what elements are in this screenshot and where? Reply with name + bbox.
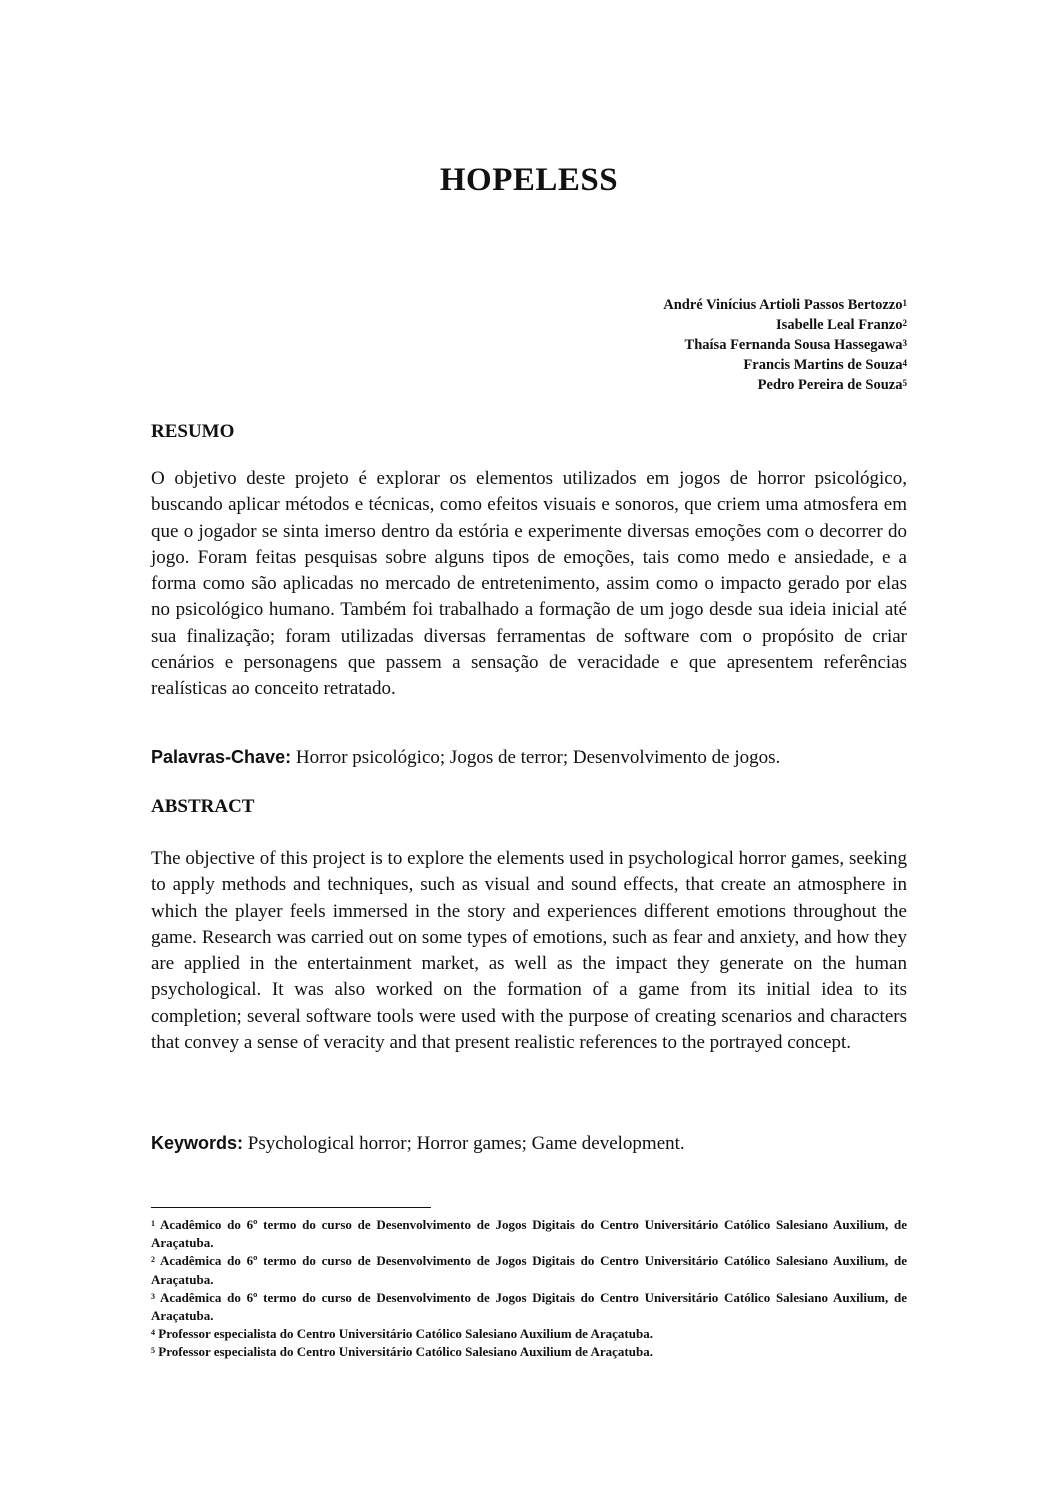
abstract-heading: ABSTRACT <box>151 796 255 817</box>
footnote-text: Acadêmico do 6º termo do curso de Desenvolvimento de Jogos Digitais do Centro Universitário Católico Salesiano Auxilium, de Araçatuba. <box>151 1217 907 1251</box>
footnote-number: 3 <box>151 1291 155 1301</box>
author-line <box>663 315 907 335</box>
abstract-keywords <box>151 1130 907 1157</box>
paper-title: HOPELESS <box>439 162 619 198</box>
footnote-number: 1 <box>151 1219 155 1228</box>
keywords-text: Psychological horror; Horror games; Game development. <box>243 1133 685 1154</box>
resumo-heading: RESUMO <box>151 421 235 442</box>
footnote-text: Acadêmica do 6º termo do curso de Desenvolvimento de Jogos Digitais do Centro Universitário Católico Salesiano Auxilium, de Araçatuba. <box>151 1253 907 1287</box>
footnote-separator <box>151 1207 431 1208</box>
footnote <box>151 1252 907 1288</box>
footnote <box>151 1289 907 1325</box>
author-name: Thaísa Fernanda Sousa Hassegawa <box>684 337 903 353</box>
author-footnote-ref: 1 <box>902 298 907 308</box>
keywords-label: Palavras-Chave: <box>151 747 292 767</box>
footnote <box>151 1216 907 1252</box>
author-name: Isabelle Leal Franzo <box>776 317 903 333</box>
footnote <box>151 1325 907 1343</box>
resumo-keywords <box>151 744 907 771</box>
author-footnote-ref: 4 <box>902 358 907 368</box>
author-line <box>663 375 907 395</box>
author-name: André Vinícius Artioli Passos Bertozzo <box>663 297 903 313</box>
footnote-number: 4 <box>151 1328 155 1338</box>
author-list <box>663 295 907 395</box>
footnote-text: Professor especialista do Centro Universitário Católico Salesiano Auxilium de Araçatuba. <box>155 1344 653 1360</box>
keywords-text: Horror psicológico; Jogos de terror; Desenvolvimento de jogos. <box>291 747 781 768</box>
footnote-number: 2 <box>151 1255 155 1265</box>
author-footnote-ref: 5 <box>902 378 907 388</box>
author-footnote-ref: 3 <box>902 338 907 348</box>
author-name: Pedro Pereira de Souza <box>757 377 903 393</box>
abstract-text: The objective of this project is to explore the elements used in psychological horror games, seeking to apply methods and techniques, such as visual and sound effects, that create an atmosphere in which the player feels immersed in the story and experiences different emotions throughout the game. Research was carried out on some types of emotions, such as fear and anxiety, and how they are applied in the entertainment market, as well as the impact they generate on the human psychological. It was also worked on the formation of a game from its initial idea to its completion; several software tools were used with the purpose of creating scenarios and characters that convey a sense of veracity and that present realistic references to the portrayed concept. <box>151 848 907 1054</box>
author-line <box>663 295 907 315</box>
author-line <box>663 355 907 375</box>
author-line <box>663 335 907 355</box>
resumo-text: O objetivo deste projeto é explorar os elementos utilizados em jogos de horror psicológico, buscando aplicar métodos e técnicas, como efeitos visuais e sonoros, que criem uma atmosfera em que o jogador se sinta imerso dentro da estória e experimente diversas emoções com o decorrer do jogo. Foram feitas pesquisas sobre alguns tipos de emoções, tais como medo e ansiedade, e a forma como são aplicadas no mercado de entretenimento, assim como o impacto gerado por elas no psicológico humano. Também foi trabalhado a formação de um jogo desde sua ideia inicial até sua finalização; foram utilizadas diversas ferramentas de software com o propósito de criar cenários e personagens que passem a sensação de veracidade e que apresentem referências realísticas ao conceito retratado. <box>151 468 907 700</box>
keywords-label: Keywords: <box>151 1133 244 1153</box>
footnote-text: Professor especialista do Centro Universitário Católico Salesiano Auxilium de Araçatuba. <box>155 1326 653 1342</box>
author-name: Francis Martins de Souza <box>743 357 903 373</box>
footnote-number: 5 <box>151 1346 155 1356</box>
footnote <box>151 1343 907 1361</box>
footnotes <box>151 1216 907 1362</box>
footnote-text: Acadêmica do 6º termo do curso de Desenvolvimento de Jogos Digitais do Centro Universitário Católico Salesiano Auxilium, de Araçatuba. <box>151 1289 907 1324</box>
author-footnote-ref: 2 <box>902 318 907 328</box>
